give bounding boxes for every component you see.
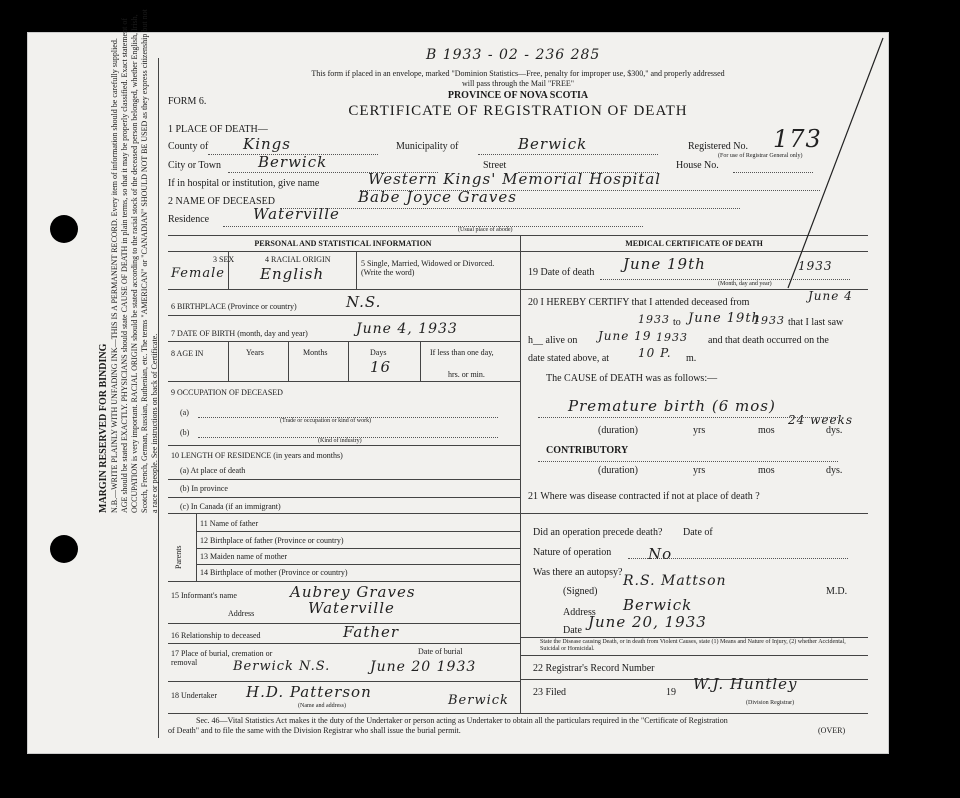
postal-note: This form if placed in an envelope, marked "Dominion Statistics—Free, penalty for improper use, $300," and properly addressed [311, 69, 725, 78]
year-to-value: 1933 [753, 314, 785, 327]
physician-signature: R.S. Mattson [623, 573, 727, 589]
marital-label: 5 Single, Married, Widowed or Divorced. (Write the word) [361, 259, 495, 277]
years-label: Years [246, 348, 264, 357]
alive-label: h__ alive on [528, 335, 578, 346]
filed-label: 23 Filed [533, 687, 567, 698]
trade-note: (Trade or occupation or kind of work) [280, 418, 372, 424]
to-label: to [673, 317, 681, 328]
burial-place-value: Berwick N.S. [233, 659, 331, 674]
parents-label: Parents [174, 545, 183, 569]
cause-value: Premature birth (6 mos) [568, 397, 776, 415]
in-province-label: (b) In province [180, 484, 228, 493]
registered-label: Registered No. [688, 141, 748, 152]
days-value: 16 [370, 358, 392, 376]
racial-value: English [260, 265, 325, 283]
sec46-note: Sec. 46—Vital Statistics Act makes it the duty of the Undertaker or person acting as Undertaker to obtain all the particulars required in the "Certificate of Registration [196, 716, 728, 725]
burial-date-value: June 20 1933 [370, 659, 477, 675]
signed-label: (Signed) [563, 586, 598, 597]
informant-label: 15 Informant's name [171, 591, 237, 600]
last-saw-label: that I last saw [788, 317, 844, 328]
father-name-label: 11 Name of father [200, 519, 259, 528]
undertaker-address-value: Berwick [448, 693, 509, 708]
province-heading: PROVINCE OF NOVA SCOTIA [447, 90, 589, 101]
form-number: FORM 6. [168, 96, 207, 107]
burial-date-label: Date of burial [418, 647, 463, 656]
hospital-value: Western Kings' Memorial Hospital [368, 170, 662, 188]
postal-note: will pass through the Mail "FREE" [461, 79, 575, 88]
sign-date-value: June 20, 1933 [588, 613, 707, 631]
date-note: (Month, day and year) [718, 281, 772, 287]
registered-number: 173 [773, 125, 822, 153]
personal-heading: PERSONAL AND STATISTICAL INFORMATION [254, 239, 432, 248]
registrar-record-label: 22 Registrar's Record Number [533, 663, 655, 674]
occupation-a: (a) [180, 408, 189, 417]
city-label: City or Town [168, 160, 222, 171]
municipality-value: Berwick [518, 135, 588, 153]
attended-from-value: June 4 [808, 289, 853, 303]
margin-binding-label: MARGIN RESERVED FOR BINDING [98, 343, 109, 513]
age-label: 8 AGE IN [171, 349, 204, 358]
industry-note: (Kind of industry) [318, 438, 362, 444]
dob-value: June 4, 1933 [356, 321, 458, 337]
deceased-name-label: 2 NAME OF DECEASED [168, 196, 275, 207]
occupation-label: 9 OCCUPATION OF DECEASED [171, 388, 283, 397]
mother-birth-label: 14 Birthplace of mother (Province or country) [200, 568, 348, 577]
division-registrar-note: (Division Registrar) [746, 700, 795, 706]
yrs-label: yrs [693, 425, 706, 436]
md-label: M.D. [826, 586, 848, 597]
diagonal-stroke [728, 33, 888, 293]
city-value: Berwick [258, 153, 328, 171]
undertaker-label: 18 Undertaker [171, 691, 217, 700]
date-of-death-value: June 19th [623, 255, 706, 273]
in-canada-label: (c) In Canada (if an immigrant) [180, 502, 281, 511]
operation-date-label: Date of [683, 527, 713, 538]
margin-instruction: Scotch, French, German, Russian, Ruthenian, etc. The terms "AMERICAN" or "CANADIAN" SHOULD NOT BE USED as they express citizenship but not [140, 9, 149, 513]
date-of-death-label: 19 Date of death [528, 267, 595, 278]
margin-instruction: N.B.—WRITE PLAINLY WITH UNFADING INK—THIS IS A PERMANENT RECORD. Every item of information should be carefully supplied. [110, 38, 119, 513]
undertaker-value: H.D. Patterson [246, 683, 372, 701]
certificate-title: CERTIFICATE OF REGISTRATION OF DEATH [348, 103, 688, 119]
operation-answer: No [648, 545, 673, 563]
date-stated-label: date stated above, at [528, 353, 610, 364]
dys-label: dys. [826, 425, 843, 436]
certificate-page [28, 9, 888, 753]
street-label: Street [483, 160, 507, 171]
sex-value: Female [171, 266, 225, 281]
binding-hole-top [50, 215, 78, 243]
medical-heading: MEDICAL CERTIFICATE OF DEATH [625, 239, 763, 248]
cause-label: The CAUSE of DEATH was as follows:— [546, 373, 718, 384]
contributory-label: CONTRIBUTORY [546, 445, 629, 456]
municipality-label: Municipality of [396, 141, 459, 152]
mother-name-label: 13 Maiden name of mother [200, 552, 288, 561]
sex-label: 3 SEX [213, 255, 235, 264]
physician-address-label: Address [563, 607, 596, 618]
months-label: Months [303, 348, 328, 357]
at-place-label: (a) At place of death [180, 466, 246, 475]
sec46-note: of Death" and to file the same with the Division Registrar who shall issue the burial permit. [168, 726, 461, 735]
racial-label: 4 RACIAL ORIGIN [265, 255, 331, 264]
time-value: 10 P. [638, 346, 672, 360]
margin-instruction: AGE should be stated EXACTLY. PHYSICIANS should state CAUSE OF DEATH in plain terms, so that it may be properly classified. Exact statement of [120, 18, 129, 513]
margin-instruction: OCCUPATION is very important. RACIAL ORIGIN should be stated according to the racial stock of the deceased person belonged, whether English, Irish, [130, 14, 139, 513]
county-value: Kings [243, 135, 291, 153]
informant-value: Aubrey Graves [290, 583, 416, 601]
sign-date-label: Date [563, 625, 582, 636]
autopsy-question: Was there an autopsy? [533, 567, 623, 578]
informant-address-value: Waterville [308, 599, 395, 617]
county-label: County of [168, 141, 209, 152]
certify-label: 20 I HEREBY CERTIFY that I attended deceased from [528, 297, 750, 308]
birthplace-value: N.S. [346, 293, 382, 311]
occurred-label: and that death occurred on the [708, 335, 829, 346]
occupation-b: (b) [180, 428, 190, 437]
year-of-death-value: 1933 [798, 259, 833, 273]
filed-year: 19 [666, 687, 676, 698]
disease-note: State the Disease causing Death, or in death from Violent Causes, state (1) Means and Nature of Injury, (2) whether Accidental, Suicidal or Homicidal. [540, 639, 846, 652]
informant-address-label: Address [228, 609, 255, 618]
burial-label: 17 Place of burial, cremation or removal [171, 649, 273, 667]
physician-address-value: Berwick [623, 596, 693, 614]
registration-code: B 1933 - 02 - 236 285 [426, 47, 601, 63]
relationship-label: 16 Relationship to deceased [171, 631, 261, 640]
relationship-value: Father [343, 623, 400, 641]
alive-year-value: 1933 [656, 331, 688, 344]
duration-extra-value: 24 weeks [788, 413, 853, 427]
mos-label: mos [758, 425, 775, 436]
length-label: 10 LENGTH OF RESIDENCE (in years and months) [171, 451, 343, 460]
yrs-label: yrs [693, 465, 706, 476]
hrs-min-label: hrs. or min. [448, 370, 485, 379]
year-from-value: 1933 [638, 313, 670, 326]
residence-label: Residence [168, 214, 210, 225]
mos-label: mos [758, 465, 775, 476]
house-label: House No. [676, 160, 719, 171]
binding-hole-bottom [50, 535, 78, 563]
undertaker-note: (Name and address) [298, 703, 346, 709]
over-label: (OVER) [818, 726, 846, 735]
days-label: Days [370, 348, 387, 357]
operation-question: Did an operation precede death? [533, 527, 663, 538]
less-day-label: If less than one day, [430, 348, 494, 357]
abode-note: (Usual place of abode) [458, 227, 513, 233]
dys-label: dys. [826, 465, 843, 476]
duration-label: (duration) [598, 465, 638, 476]
division-registrar-signature: W.J. Huntley [693, 675, 798, 693]
hospital-label: If in hospital or institution, give name [168, 178, 320, 189]
dob-label: 7 DATE OF BIRTH (month, day and year) [171, 329, 308, 338]
deceased-name: Babe Joyce Graves [358, 188, 517, 206]
father-birth-label: 12 Birthplace of father (Province or country) [200, 536, 344, 545]
margin-instruction: a race or people. See instructions on back of Certificate. [150, 333, 159, 513]
registrar-use-note: (For use of Registrar General only) [718, 153, 803, 159]
place-section-label: 1 PLACE OF DEATH— [168, 124, 268, 135]
contracted-label: 21 Where was disease contracted if not at place of death ? [528, 491, 760, 502]
alive-on-value: June 19 [598, 329, 652, 343]
attended-to-value: June 19th [688, 311, 761, 326]
duration-label: (duration) [598, 425, 638, 436]
residence-value: Waterville [253, 205, 340, 223]
m-label: m. [686, 353, 697, 364]
birthplace-label: 6 BIRTHPLACE (Province or country) [171, 302, 297, 311]
operation-nature-label: Nature of operation [533, 547, 612, 558]
